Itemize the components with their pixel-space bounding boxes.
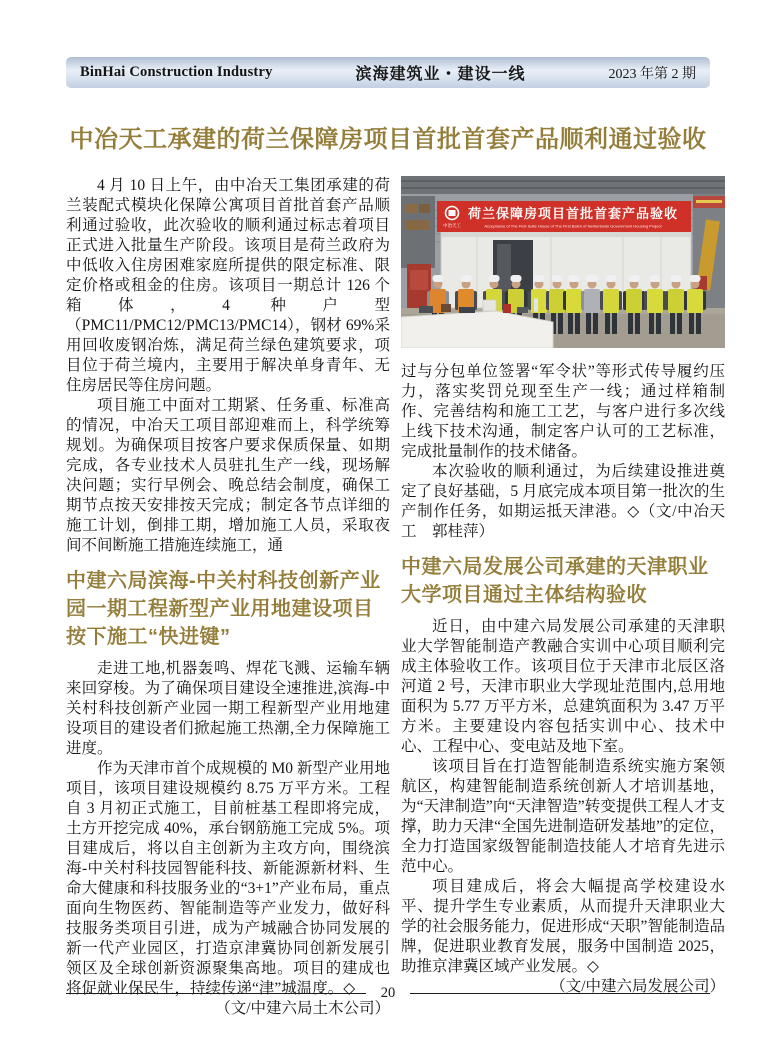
- journal-name-en: BinHai Construction Industry: [80, 64, 273, 80]
- acceptance-ceremony-photo: [401, 176, 725, 348]
- article1-paragraph-continued: 过与分包单位签署“军令状”等形式传导履约压力，落实奖罚兑现至生产一线；通过样箱制作、完善结构和施工工艺，与客户进行多次线上线下技术沟通，制定客户认可的工艺标准，完成批量制作的技术储备。: [401, 363, 725, 460]
- column-left: [66, 176, 390, 1019]
- footer-rule-left: [66, 993, 366, 994]
- article2-paragraph: 走进工地,机器轰鸣、焊花飞溅、运输车辆来回穿梭。为了确保项目建设全速推进,滨海-中关村科技创新产业园一期工程新型产业用地建设项目的建设者们掀起施工热潮,全力保障施工进度。: [66, 660, 390, 757]
- acceptance-banner: [437, 201, 691, 232]
- column-right: [401, 176, 725, 997]
- article3-paragraph: [401, 877, 725, 995]
- article3-paragraph-text: 项目建成后，将会大幅提高学校建设水平、提升学生专业素质，从而提升天津职业大学的社会服务能力，促进形成“天职”智能制造品牌，促进职业教育发展，服务中国制造 2025，助推京津冀区域产业发展。◇: [401, 878, 725, 975]
- article2-title: 中建六局滨海-中关村科技创新产业园一期工程新型产业用地建设项目按下施工“快进键”: [66, 570, 381, 648]
- page-number: 20: [380, 985, 396, 1001]
- page-footer: [66, 984, 710, 1002]
- page-header-strip: [66, 57, 710, 88]
- article2-credit: （文/中建六局土木公司）: [215, 1000, 390, 1017]
- footer-rule-right: [410, 993, 710, 994]
- article3-title: 中建六局发展公司承建的天津职业大学项目通过主体结构验收: [401, 556, 709, 606]
- issue-label: 2023 年第 2 期: [608, 66, 696, 82]
- banner-title: 荷兰保障房项目首批首套产品验收: [467, 206, 679, 221]
- journal-name-cn: 滨海建筑业・建设一线: [355, 66, 526, 83]
- banner-logo-text: 中冶天工: [443, 223, 461, 228]
- article1-closing-paragraph: 本次验收的顺利通过，为后续建设推进奠定了良好基础，5 月底完成本项目第一批次的生产制作任务，如期运抵天津港。◇（文/中冶天工 郭桂萍）: [401, 463, 725, 540]
- article1-paragraph: 4 月 10 日上午，由中冶天工集团承建的荷兰装配式模块化保障公寓项目首批首套产品顺利通过验收，此次验收的顺利通过标志着项目正式进入批量生产阶段。该项目是荷兰政府为中低收入住房困难家庭所提供的限定标准、限定价格或租金的住房。该项目一期总计 126 个箱体，4 种户型（PMC11/PMC12/PMC13/PMC14），钢材 69%采用回收废钢冶炼，满足荷兰绿色建筑要求，项目位于荷兰境内，主要用于解决单身青年、无住房居民等住房问题。: [66, 177, 390, 394]
- article3-paragraph: 该项目旨在打造智能制造系统实施方案领航区，构建智能制造系统创新人才培训基地，为“天津制造”向“天津智造”转变提供工程人才支撑，助力天津“全国先进制造研发基地”的定位，全力打造国家级智能制造技能人才培育先进示范中心。: [401, 758, 725, 875]
- article2-paragraph: [66, 759, 390, 1017]
- article3-credit: （文/中建六局发展公司）: [550, 978, 725, 995]
- article2-paragraph-text: 作为天津市首个成规模的 M0 新型产业用地项目，该项目建设规模约 8.75 万平方米。工程自 3 月初正式施工，目前桩基工程即将完成，土方开挖完成 40%，承台钢筋施工完成 5%。项目建成后，将以自主创新为主攻方向，围绕滨海-中关村科技园智能科技、新能源新材料、生命大健康和科技服务业的“3+1”产业布局，重点面向生物医药、智能制造等产业发力，做好科技服务类项目引进，成为产城融合协同发展的新一代产业园区，打造京津冀协同创新发展引领区及全球创新资源聚集高地。项目的建成也将促就业保民生，持续传递“津”城温度。◇: [66, 760, 390, 997]
- main-article-title: 中冶天工承建的荷兰保障房项目首批首套产品顺利通过验收: [69, 126, 707, 153]
- article1-paragraph: 项目施工中面对工期紧、任务重、标准高的情况，中冶天工项目部迎难而上，科学统筹规划。为确保项目按客户要求保质保量、如期完成，各专业技术人员驻扎生产一线，现场解决问题；实行早例会、晚总结会制度，确保工期节点按天安排按天完成；制定各节点详细的施工计划，倒排工期，增加施工人员，采取夜间不间断施工措施连续施工，通: [66, 397, 390, 554]
- article3-paragraph: 近日，由中建六局发展公司承建的天津职业大学智能制造产教融合实训中心项目顺利完成主体验收工作。该项目位于天津市北辰区洛河道 2 号，天津市职业大学现址范围内,总用地面积为 5.77 万平方米，总建筑面积为 3.47 万平方米。主要建设内容包括实训中心、技术中心、工程中心、变电站及地下室。: [401, 618, 725, 755]
- banner-subtitle: Acceptance of The First Suite House of The First Batch of Netherlands Government Housing Project: [484, 223, 662, 229]
